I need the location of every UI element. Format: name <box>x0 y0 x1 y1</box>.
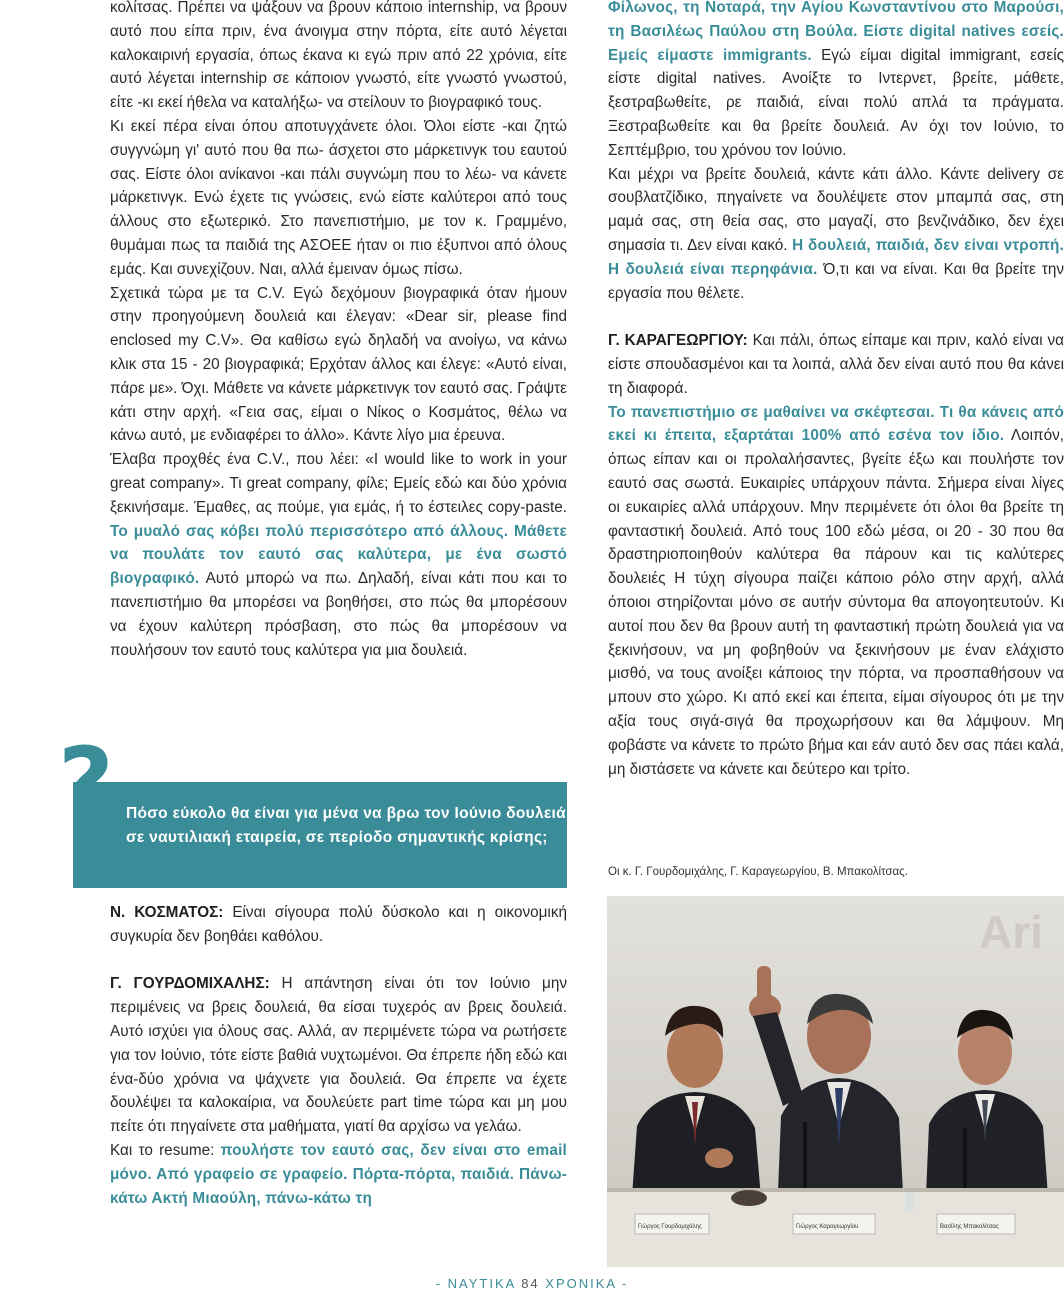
panel-photo <box>607 896 1064 1267</box>
paragraph-text: Και το resume: <box>110 1141 215 1159</box>
paragraph: Κι εκεί πέρα είναι όπου αποτυγχάνετε όλοι. Όλοι είστε -και ζητώ συγγνώμη γι' αυτό που θα πω- άσχετοι στο μάρκετινγκ του εαυτού σας. Είστε όλοι ανίκανοι -και πάλι συγνώμη που το λέω- να κάνετε μάρκετινγκ. Ενώ έχετε τις γνώσεις, ενώ είστε καλύτεροι από τους άλλους στο εξωτερικό. Στο πανεπιστήμιο, με τον κ. Γραμμένο, θυμάμαι πως τα παιδιά της ΑΣΟΕΕ ήταν οι πιο έξυπνοι από όλους εμάς. Και συνεχίζουν. Ναι, αλλά έμειναν όμως πίσω. <box>110 117 567 278</box>
paragraph: κολίτσας. Πρέπει να ψάξουν να βρουν κάποιο internship, να βρουν αυτό που είπα πριν, ένα άνοιγμα στην πόρτα, είτε αυτό λέγεται καλοκαιρινή εργασία, όπως έκανα κι εγώ πριν από 22 χρόνια, είτε αυτό λέγεται internship σε κάποιον γνωστό, είτε γνωστό γνωστού, είτε -κι εκεί ήθελα να καταλήξω- να στείλουν το βιογραφικό τους. <box>110 0 567 112</box>
answer-karageorgiou <box>608 329 1064 400</box>
paragraph-text: Και μέχρι να βρείτε δουλειά, κάντε κάτι άλλο. Κάντε delivery σε σουβλατζίδικο, πηγαίνετε να δουλέψετε στον μπαμπά σας, στη μαμά σας, στη θεία σας, στο μαγαζί, στο βενζινάδικο, δεν έχει σημασία τι. Δεν είναι κακό. <box>608 165 1064 254</box>
paragraph-text: Έλαβα προχθές ένα C.V., που λέει: «I would like to work in your great company». Τι great company, φίλε; Εμείς εδώ και δύο χρόνια ξεκινήσαμε. Έμαθες, ας πούμε, για εμάς, ή το έστειλες copy-paste. <box>110 451 567 516</box>
paragraph-text: Εγώ είμαι digital immigrant, εσείς είστε digital natives. Ανοίξτε το Ιντερνετ, βρείτε, μάθετε, ξεστραβωθείτε, ρε παιδιά, είναι πολύ απλά τα πράγματα. Ξεστραβωθείτε και θα βρείτε δουλειά. Αν όχι τον Ιούνιο, το Σεπτέμβριο, του χρόνου τον Ιούνιο. <box>608 46 1064 159</box>
speaker-name: Ν. ΚΟΣΜΑΤΟΣ: <box>110 904 224 921</box>
paragraph-text: Ό,τι και να είναι. Και θα βρείτε την εργασία που θέλετε. <box>608 260 1064 302</box>
answer-text: Είναι σίγουρα πολύ δύσκολο και η οικονομική συγκυρία δεν βοηθάει καθόλου. <box>110 904 567 945</box>
question-text: Πόσο εύκολο θα είναι για μένα να βρω τον Ιούνιο δουλειά σε ναυτιλιακή εταιρεία, σε περίοδο σημαντικής κρίσης; <box>126 805 566 846</box>
paragraph <box>608 401 1064 782</box>
page-footer <box>0 1276 1064 1291</box>
paragraph <box>608 163 1064 306</box>
highlight-text: Το μυαλό σας κόβει πολύ περισσότερο από άλλους. Μάθετε να πουλάτε τον εαυτό σας καλύτερα, με ένα σωστό βιογραφικό. <box>110 522 567 588</box>
backdrop-text: Ari <box>979 906 1043 958</box>
paragraph <box>110 448 567 662</box>
nameplate-text: Γιώργος Καραγεωργίου <box>796 1224 859 1230</box>
highlight-text: Το πανεπιστήμιο σε μαθαίνει να σκέφτεσαι. Τι θα κάνεις από εκεί κι έπειτα, εξαρτάται 100% από εσένα τον ίδιο. <box>608 403 1064 445</box>
paragraph: Σχετικά τώρα με τα C.V. Εγώ δεχόμουν βιογραφικά όταν ήμουν στην προηγούμενη δουλειά και έλεγαν: «Dear sir, please find enclosed my C.V». Θα καθίσω εγώ δηλαδή να ανοίγω, να κάνω κλικ στα 15 - 20 βιογραφικά; Ερχόταν άλλος και έλεγε: «Αυτό είναι, πάρε με». Όχι. Μάθετε να κάνετε μάρκετινγκ τον εαυτό σας. Γράψτε κάτι στην αρχή. «Γεια σας, είμαι ο Νίκος ο Κοσμάτος, θέλω να κάνω αυτό, με ενδιαφέρει το άλλο». Κάντε λίγο μια έρευνα. <box>110 284 567 445</box>
paragraph-text: Λοιπόν, όπως είπαν και οι προλαλήσαντες, βγείτε έξω και πουλήστε τον εαυτό σας σωστά. Ευκαιρίες υπάρχουν πάντα. Σήμερα είναι λίγες οι ευκαιρίες αλλά υπάρχουν. Μην περιμένετε ότι όλοι θα βρείτε τη φανταστική δουλειά. Από τους 100 εδώ μέσα, οι 20 - 30 που θα δραστηριοποιηθούν καλύτερα θα πάρουν και τις καλύτερες δουλειές Η τύχη σίγουρα παίζει κάποιο ρόλο στην αρχή, αλλά όποιοι στηρίζονται μόνο σε αυτήν σύντομα θα απογοητευτούν. Κι αυτοί που δεν θα βρουν αυτή τη φανταστική πρώτη δουλειά για να ξεκινήσουν, να μη φοβηθούν να ξεκινήσουν με έναν ελάχιστο μισθό, να τους ανοίξει κάποιος την πόρτα, να προσπαθήσουν να μπουν στο χώρο. Κι από εκεί και έπειτα, είμαι σίγουρος ότι με την αξία τους σιγά-σιγά θα προχωρήσουν και θα λάμψουν. Μη φοβάστε να κάνετε το πρώτο βήμα και εάν αυτό δεν σας πάει καλά, μη διστάσετε να κάνετε και δεύτερο και τρίτο. <box>608 427 1064 778</box>
footer-dash: - <box>435 1276 442 1291</box>
nameplate-text: Βασίλης Μπακολίτσας <box>940 1224 999 1230</box>
highlight-text: πουλήστε τον εαυτό σας, δεν είναι στο email μόνο. Από γραφείο σε γραφείο. Πόρτα-πόρτα, παιδιά. Πάνω-κάτω Ακτή Μιαούλη, πάνω-κάτω τη <box>110 1141 567 1207</box>
speaker-name: Γ. ΚΑΡΑΓΕΩΡΓΙΟΥ: <box>608 332 748 350</box>
left-column-top <box>110 0 567 662</box>
answer-gourdomichalis <box>110 972 567 1139</box>
microphone-icon <box>963 1128 967 1190</box>
page-number: 84 <box>521 1276 540 1291</box>
paragraph <box>608 0 1064 163</box>
highlight-text: Φίλωνος, τη Νοταρά, την Αγίου Κωνσταντίνου στο Μαρούσι, τη Βασιλέως Παύλου στη Βούλα. Είστε digital natives εσείς. Εμείς είμαστε immigrants. <box>608 0 1064 64</box>
microphone-icon <box>803 1122 807 1192</box>
footer-magazine-word: ΝΑΥΤΙΚΑ <box>447 1276 516 1291</box>
paragraph-text: Αυτό μπορώ να πω. Δηλαδή, είναι κάτι που και το πανεπιστήμιο θα μπορέσει να βοηθήσει, στο πώς θα μπορέσουν να έχουν καλύτερη πρόσβαση, στο πώς θα μπορέσουν να πουλήσουν τον εαυτό τους καλύτερα για μια δουλειά. <box>110 570 567 659</box>
paragraph <box>110 1139 567 1210</box>
footer-dash: - <box>622 1276 629 1291</box>
speaker-name: Γ. ΓΟΥΡΔΟΜΙΧΑΛΗΣ: <box>110 975 270 993</box>
footer-magazine-word: ΧΡΟΝΙΚΑ <box>545 1276 617 1291</box>
nameplate-text: Γιώργος Γουρδομιχάλης <box>638 1224 702 1230</box>
right-column <box>608 0 1064 781</box>
panel-photo-illustration <box>607 896 1064 1267</box>
answer-text: Η απάντηση είναι ότι τον Ιούνιο μην περιμένεις να βρεις δουλειά, θα είσαι τυχερός αν βρεις δουλειά. Αυτό ισχύει για όλους σας. Αλλά, αν περιμένετε τώρα να ρωτήσετε για τον Ιούνιο, τότε είστε βαθιά νυχτωμένοι. Θα έπρεπε ήδη εδώ και ένα-δύο χρόνια να ψάχνετε για δουλειά. Θα έπρεπε να έχετε δουλέψει τα καλοκαίρια, να δουλεύετε part time τώρα και μη μου πείτε ότι πηγαίνετε στα μαθήματα, γιατί θα αρχίσω να γελάω. <box>110 975 568 1136</box>
answer-kosmatos <box>110 901 567 949</box>
question-mark-icon: ? <box>58 727 114 839</box>
left-column-bottom <box>110 901 567 1210</box>
photo-caption: Οι κ. Γ. Γουρδομιχάλης, Γ. Καραγεωργίου, Β. Μπακολίτσας. <box>608 866 908 878</box>
answer-text: Και πάλι, όπως είπαμε και πριν, καλό είναι να είστε σπουδασμένοι και τα λοιπά, αλλά δεν είναι αυτό που θα κάνει τη διαφορά. <box>608 332 1064 397</box>
highlight-text: Η δουλειά, παιδιά, δεν είναι ντροπή. Η δουλειά είναι περηφάνια. <box>608 236 1064 278</box>
